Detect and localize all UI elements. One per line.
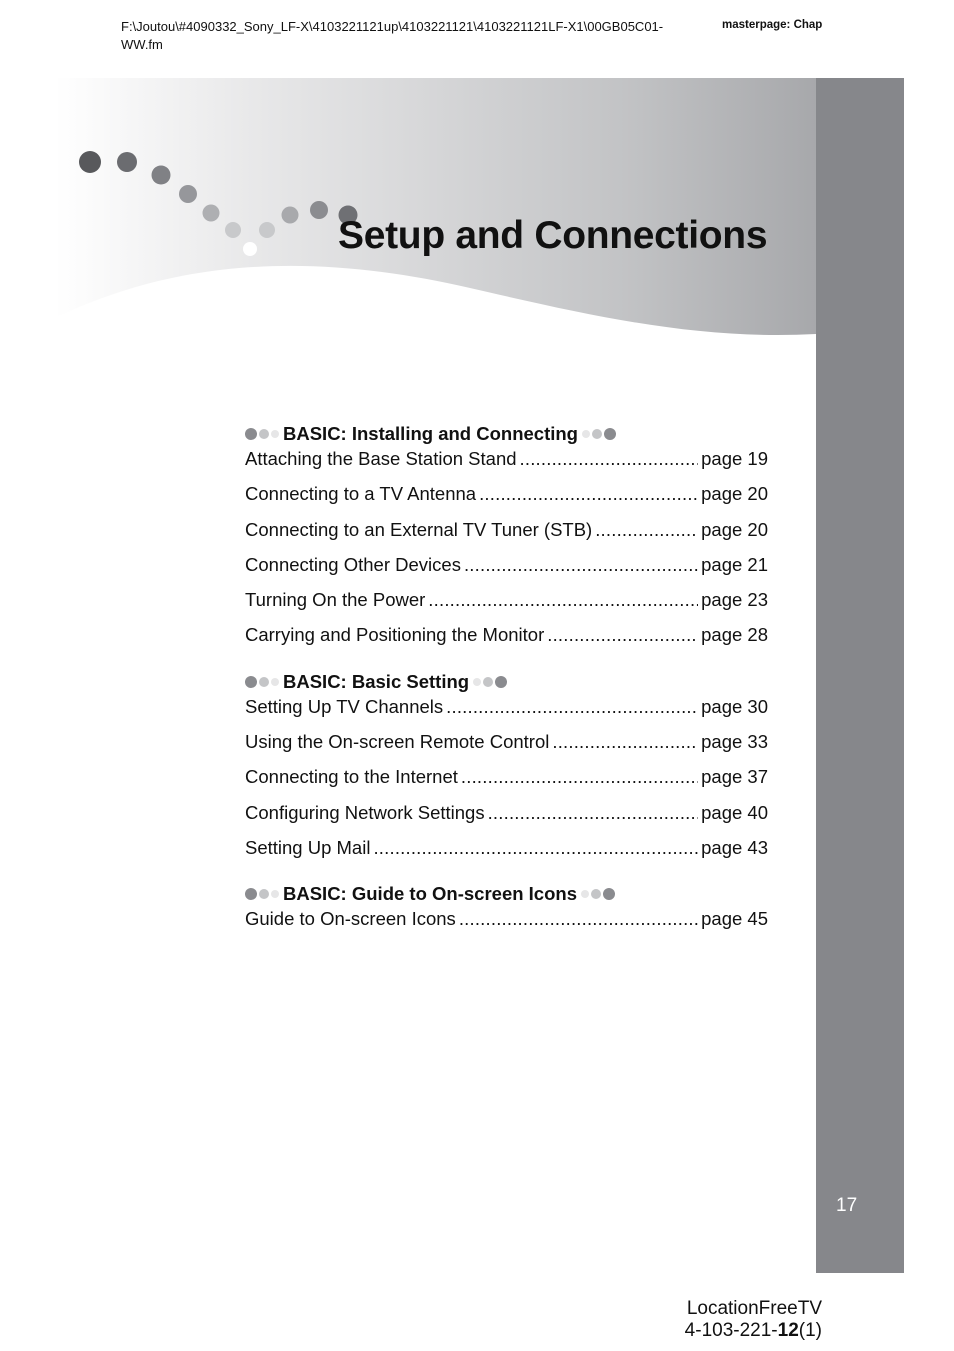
bullet-dots-icon <box>245 676 279 688</box>
dot-leader <box>552 731 698 753</box>
dot-leader <box>461 766 698 788</box>
bullet-dots-icon <box>245 888 279 900</box>
chapter-sidebar-tab <box>816 78 904 1273</box>
toc-entry[interactable] <box>245 624 768 659</box>
toc-entry-list <box>245 908 768 943</box>
toc-entry-label: Setting Up Mail <box>245 836 371 858</box>
toc-entry-label: Setting Up TV Channels <box>245 695 444 717</box>
toc-entry[interactable] <box>245 802 768 837</box>
toc-entry-page: page 20 <box>701 518 768 540</box>
product-name: LocationFreeTV <box>686 1298 822 1319</box>
bullet-dots-icon <box>581 888 615 900</box>
dot-leader <box>520 448 699 470</box>
dot-leader <box>479 483 698 505</box>
toc-entry-page: page 28 <box>701 624 768 646</box>
toc-entry[interactable] <box>245 766 768 801</box>
dot-leader <box>488 802 699 824</box>
dot-leader <box>446 696 698 718</box>
toc-entry[interactable] <box>245 696 768 731</box>
page-number: 17 <box>836 1195 858 1216</box>
dot-leader <box>547 624 698 646</box>
toc-section <box>245 880 768 943</box>
toc-section-heading <box>245 880 768 908</box>
toc-entry[interactable] <box>245 554 768 589</box>
toc-entry-label: Configuring Network Settings <box>245 801 485 823</box>
toc-section-heading <box>245 668 768 696</box>
document-code <box>600 1320 822 1342</box>
dot-leader <box>459 908 698 930</box>
toc-entry-page: page 20 <box>701 483 768 505</box>
toc-entry-label: Attaching the Base Station Stand <box>245 448 517 469</box>
toc-entry-label: Guide to On-screen Icons <box>245 908 456 930</box>
toc-entry-label: Connecting to an External TV Tuner (STB) <box>245 518 593 540</box>
bullet-dots-icon <box>245 428 279 440</box>
toc-entry-page: page 37 <box>701 766 768 788</box>
toc-entry-page: page 40 <box>701 801 768 823</box>
toc-entry-label: Connecting to a TV Antenna <box>245 483 477 505</box>
document-code-suffix: (1) <box>798 1320 822 1341</box>
dot-leader <box>464 554 698 576</box>
table-of-contents <box>245 420 768 952</box>
dot-leader <box>373 837 698 859</box>
toc-entry-page: page 30 <box>701 695 768 717</box>
section-heading-label: BASIC: Installing and Connecting <box>283 423 578 444</box>
masterpage-label: masterpage: Chap <box>722 19 823 31</box>
toc-entry[interactable] <box>245 448 768 483</box>
toc-entry[interactable] <box>245 731 768 766</box>
toc-entry-page: page 21 <box>701 553 768 575</box>
toc-entry[interactable] <box>245 589 768 624</box>
bullet-dots-icon <box>582 428 616 440</box>
toc-entry-page: page 43 <box>701 836 768 858</box>
toc-entry[interactable] <box>245 837 768 872</box>
toc-section <box>245 668 768 872</box>
document-code-prefix: 4-103-221- <box>684 1320 778 1341</box>
toc-entry-label: Using the On-screen Remote Control <box>245 731 550 753</box>
toc-entry-label: Connecting Other Devices <box>245 553 461 575</box>
section-heading-label: BASIC: Guide to On-screen Icons <box>283 883 577 905</box>
toc-entry-page: page 19 <box>701 448 768 469</box>
toc-entry[interactable] <box>245 908 768 943</box>
chapter-title: Setup and Connections <box>338 214 768 257</box>
toc-entry-label: Turning On the Power <box>245 589 426 611</box>
toc-entry-list <box>245 696 768 872</box>
toc-entry-list <box>245 448 768 660</box>
dot-leader <box>595 519 698 541</box>
toc-entry[interactable] <box>245 483 768 518</box>
file-path-header: F:\Joutou\#4090332_Sony_LF-X\4103221121up\4103221121\4103221121LF-X1\00GB05C01-WW.fm <box>121 19 664 52</box>
toc-entry-label: Connecting to the Internet <box>245 766 458 788</box>
document-footer <box>600 1298 822 1342</box>
toc-entry-label: Carrying and Positioning the Monitor <box>245 624 545 646</box>
toc-entry[interactable] <box>245 519 768 554</box>
toc-section <box>245 420 768 660</box>
toc-entry-page: page 45 <box>701 908 768 930</box>
document-code-revision: 12 <box>777 1320 799 1341</box>
toc-section-heading <box>245 420 768 448</box>
section-heading-label: BASIC: Basic Setting <box>283 670 470 692</box>
toc-entry-page: page 23 <box>701 589 768 611</box>
toc-entry-page: page 33 <box>701 731 768 753</box>
bullet-dots-icon <box>473 676 507 688</box>
dot-leader <box>428 589 698 611</box>
